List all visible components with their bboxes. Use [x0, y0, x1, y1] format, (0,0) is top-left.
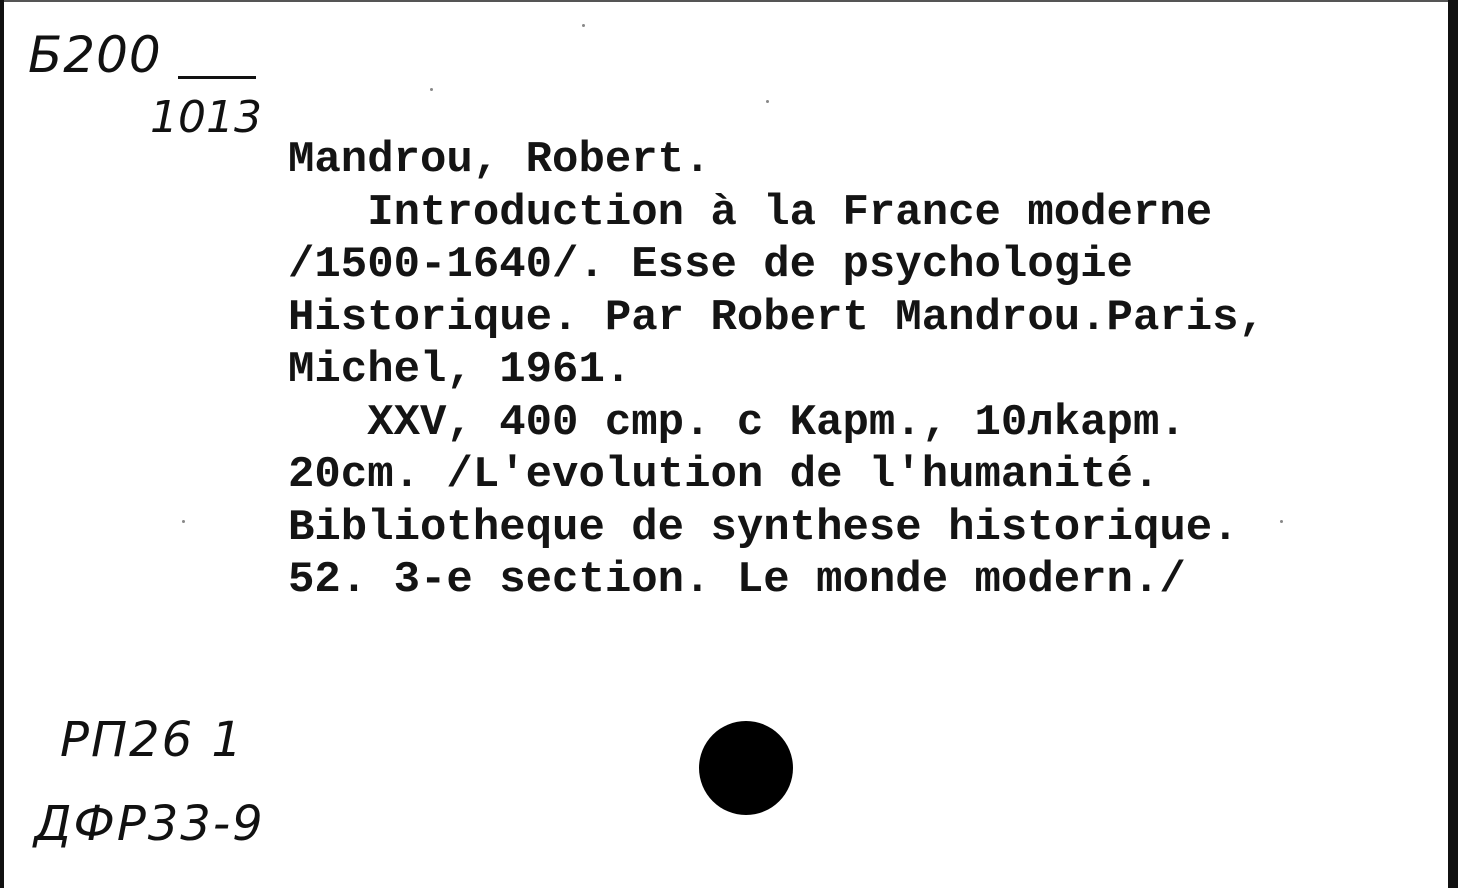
entry-line: Mandrou, Robert. [288, 135, 711, 185]
handwritten-code-second: ДФР33-9 [34, 796, 265, 852]
shelfmark-top: Б200 [28, 26, 162, 84]
bibliographic-entry [288, 134, 1438, 607]
scan-speck [582, 24, 585, 27]
scan-speck [182, 520, 185, 523]
scan-speck [430, 88, 433, 91]
shelfmark-underline [178, 76, 256, 79]
entry-line: Michel, 1961. [288, 345, 632, 395]
entry-line: Bibliotheque de synthese historique. [288, 502, 1239, 553]
scan-speck [1280, 520, 1283, 523]
entry-line: /1500-1640/. Esse de psychologie [288, 240, 1133, 290]
entry-line: XXV, 400 cmp. c Kapm., 10лkapm. [288, 397, 1186, 448]
punch-hole [699, 721, 793, 815]
handwritten-code-first: РП26 1 [60, 712, 244, 768]
shelfmark-bottom: 1013 [150, 92, 262, 143]
card-left-edge [0, 0, 4, 888]
entry-line: 20cm. /L'evolution de l'humanité. [288, 450, 1160, 500]
entry-line: Historique. Par Robert Mandrou.Paris, [288, 292, 1265, 343]
entry-line: Introduction à la France moderne [288, 187, 1213, 238]
card-top-edge [0, 0, 1458, 2]
card-right-edge [1448, 0, 1458, 888]
entry-line: 52. 3-e section. Le monde modern./ [288, 555, 1186, 605]
scan-speck [766, 100, 769, 103]
